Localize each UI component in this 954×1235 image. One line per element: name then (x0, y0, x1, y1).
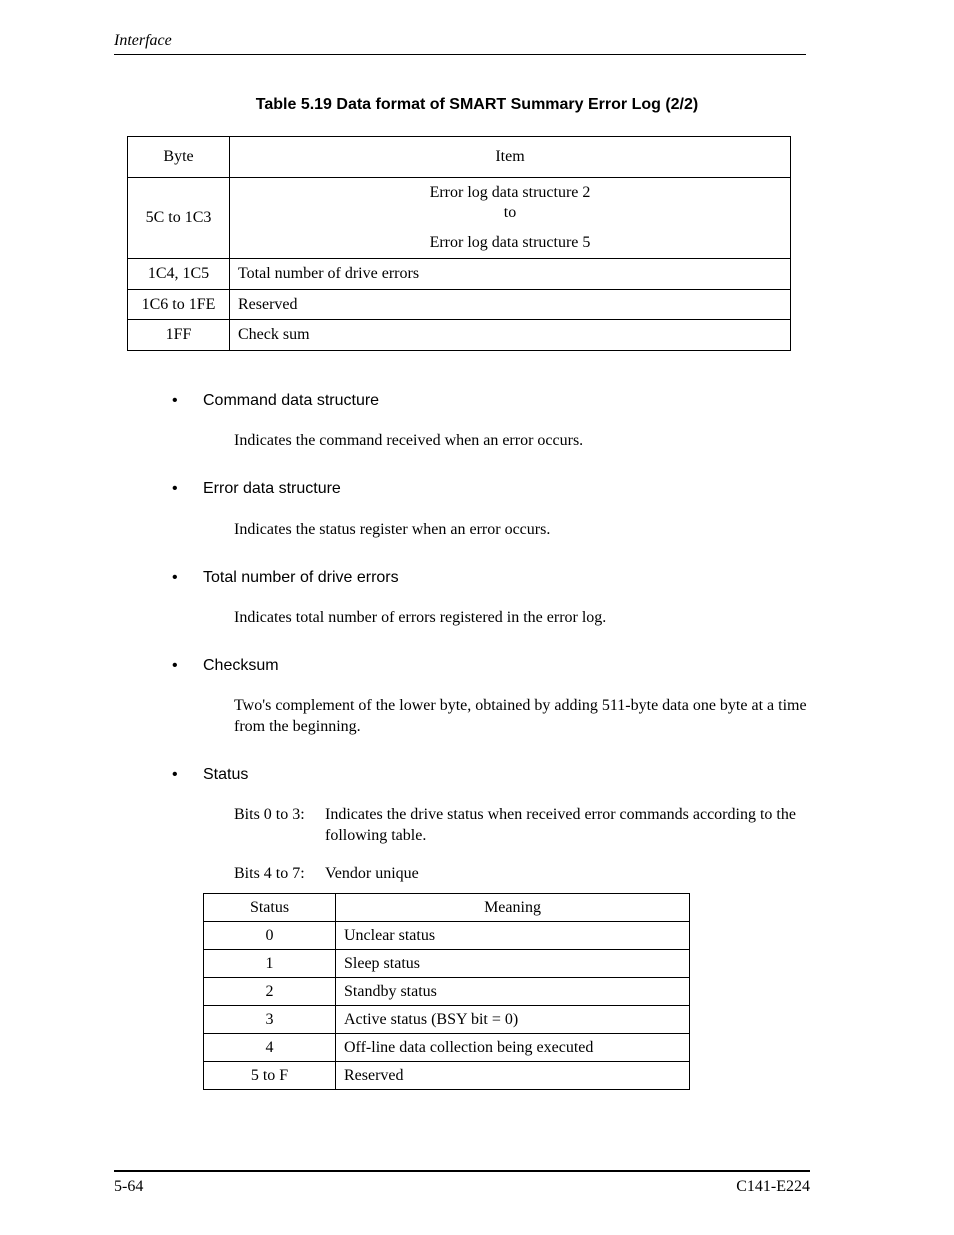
table-row (204, 1062, 690, 1090)
status-bits-0-3 (234, 804, 809, 846)
bits-label: Bits 0 to 3: (234, 806, 305, 823)
bullet-icon: • (172, 569, 178, 586)
header-meaning: Meaning (336, 894, 690, 922)
table-row (128, 259, 791, 290)
item-cell (230, 178, 791, 259)
section-text: Indicates the status register when an error occurs. (234, 521, 551, 538)
byte-cell: 1C4, 1C5 (128, 259, 230, 290)
table-row (204, 1006, 690, 1034)
section-text: Indicates total number of errors registered in the error log. (234, 609, 607, 626)
table-row (128, 178, 791, 259)
section-command-data-structure (172, 392, 379, 410)
status-cell: 3 (204, 1006, 336, 1034)
table-header-row (128, 137, 791, 178)
status-bits-4-7 (234, 863, 809, 884)
section-status (172, 766, 248, 784)
status-cell: 4 (204, 1034, 336, 1062)
table-row (204, 922, 690, 950)
table-header-row (204, 894, 690, 922)
document-id: C141-E224 (736, 1178, 810, 1195)
table-row (204, 1034, 690, 1062)
meaning-cell: Standby status (336, 978, 690, 1006)
section-title: Error data structure (203, 480, 341, 497)
section-title: Total number of drive errors (203, 569, 399, 586)
bullet-icon: • (172, 480, 178, 497)
bullet-icon: • (172, 392, 178, 409)
header-item: Item (230, 137, 791, 178)
range-start: Error log data structure 2 (429, 184, 591, 201)
header-status: Status (204, 894, 336, 922)
meaning-cell: Reserved (336, 1062, 690, 1090)
section-text: Indicates the command received when an error occurs. (234, 432, 584, 449)
item-cell: Check sum (230, 320, 791, 351)
page-footer (114, 1170, 810, 1195)
item-cell: Total number of drive errors (230, 259, 791, 290)
smart-error-log-table (127, 136, 791, 351)
section-checksum (172, 657, 279, 675)
status-cell: 1 (204, 950, 336, 978)
section-error-data-structure (172, 480, 341, 498)
header-byte: Byte (128, 137, 230, 178)
bullet-icon: • (172, 657, 178, 674)
range-to: to (503, 204, 517, 221)
status-cell: 5 to F (204, 1062, 336, 1090)
bits-text: Indicates the drive status when received error commands according to the following table. (325, 806, 796, 844)
header-title: Interface (114, 32, 172, 49)
table-row (204, 978, 690, 1006)
meaning-cell: Off-line data collection being executed (336, 1034, 690, 1062)
byte-cell: 1C6 to 1FE (128, 290, 230, 320)
page-header (114, 32, 806, 55)
status-table (203, 893, 690, 1090)
section-title: Checksum (203, 657, 279, 674)
status-cell: 0 (204, 922, 336, 950)
item-cell: Reserved (230, 290, 791, 320)
section-text: Two's complement of the lower byte, obtained by adding 511-byte data one byte at a time from the beginning. (234, 697, 807, 735)
section-title: Status (203, 766, 249, 783)
page-number: 5-64 (114, 1178, 144, 1195)
status-cell: 2 (204, 978, 336, 1006)
bits-label: Bits 4 to 7: (234, 865, 305, 882)
meaning-cell: Sleep status (336, 950, 690, 978)
table-row (128, 290, 791, 320)
table-row (128, 320, 791, 351)
bits-text: Vendor unique (325, 865, 419, 882)
range-end: Error log data structure 5 (429, 234, 591, 251)
table-caption: Table 5.19 Data format of SMART Summary Error Log (2/2) (255, 96, 699, 113)
byte-cell: 5C to 1C3 (128, 178, 230, 259)
meaning-cell: Active status (BSY bit = 0) (336, 1006, 690, 1034)
section-title: Command data structure (203, 392, 380, 409)
meaning-cell: Unclear status (336, 922, 690, 950)
section-total-drive-errors (172, 569, 399, 587)
table-row (204, 950, 690, 978)
bullet-icon: • (172, 766, 178, 783)
byte-cell: 1FF (128, 320, 230, 351)
